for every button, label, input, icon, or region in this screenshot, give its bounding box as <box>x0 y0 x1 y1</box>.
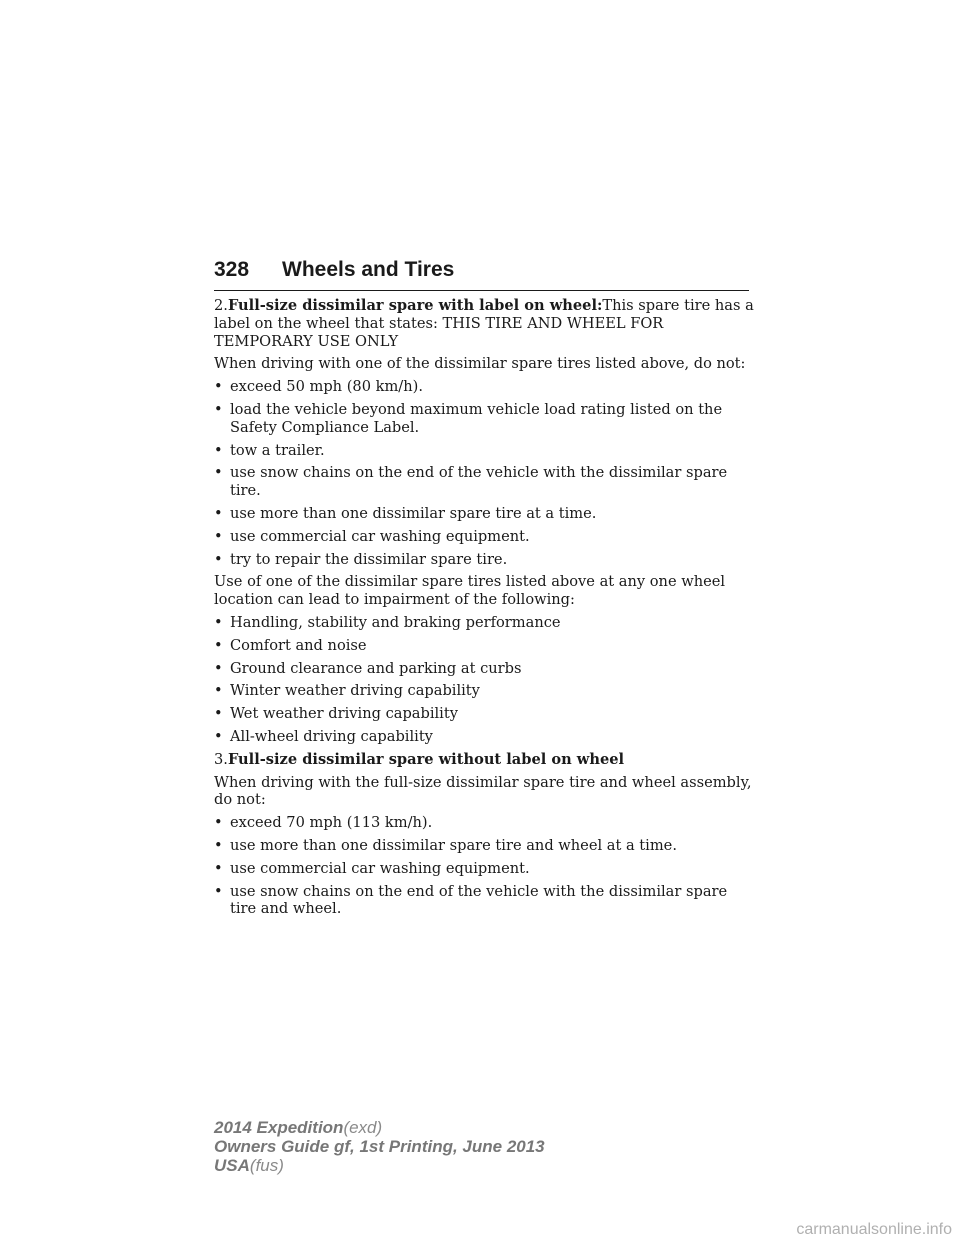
impairment-list <box>214 614 754 746</box>
page-content <box>214 297 754 923</box>
bullet-icon: • <box>214 400 223 418</box>
list-item <box>214 401 754 437</box>
bullet-icon: • <box>214 727 223 745</box>
bullet-icon: • <box>214 882 223 900</box>
list-item-text: Handling, stability and braking performance <box>230 613 561 631</box>
list-item-text: use snow chains on the end of the vehicle with the dissimilar spare tire and wheel. <box>230 882 728 918</box>
list-item <box>214 551 754 569</box>
list-item <box>214 837 754 855</box>
list-item <box>214 705 754 723</box>
list-item-text: use commercial car washing equipment. <box>230 527 530 545</box>
list-item-text: Ground clearance and parking at curbs <box>230 659 522 677</box>
list-item <box>214 637 754 655</box>
list-item <box>214 883 754 919</box>
bullet-icon: • <box>214 636 223 654</box>
list-item-text: use snow chains on the end of the vehicle with the dissimilar spare tire. <box>230 464 728 500</box>
bullet-icon: • <box>214 504 223 522</box>
intro-paragraph-3: When driving with the full-size dissimilar spare tire and wheel assembly, do not: <box>214 773 752 809</box>
item-2-number: 2. <box>214 297 228 314</box>
item-3-number: 3. <box>214 750 228 768</box>
bullet-icon: • <box>214 705 223 723</box>
bullet-icon: • <box>214 441 223 459</box>
intro-paragraph-2: Use of one of the dissimilar spare tires listed above at any one wheel location can lead to impairment of the following: <box>214 573 726 609</box>
watermark-link[interactable]: carmanualsonline.info <box>796 1221 952 1238</box>
footer-model: 2014 Expedition <box>214 1118 344 1137</box>
footer-line-2: Owners Guide gf, 1st Printing, June 2013 <box>214 1137 545 1156</box>
bullet-icon: • <box>214 859 223 877</box>
footer-line-3 <box>214 1156 545 1175</box>
list-item-text: exceed 70 mph (113 km/h). <box>230 814 433 832</box>
intro-paragraph-1: When driving with one of the dissimilar spare tires listed above, do not: <box>214 355 746 373</box>
page-header <box>214 256 749 291</box>
list-item <box>214 464 754 500</box>
bullet-icon: • <box>214 378 223 396</box>
bullet-icon: • <box>214 682 223 700</box>
bullet-icon: • <box>214 659 223 677</box>
restriction-list-2 <box>214 814 754 918</box>
bullet-icon: • <box>214 464 223 482</box>
footer-line-1 <box>214 1118 545 1137</box>
list-item-text: Comfort and noise <box>230 636 367 654</box>
list-item-text: load the vehicle beyond maximum vehicle load rating listed on the Safety Compliance Label. <box>230 400 723 436</box>
restriction-list-1 <box>214 378 754 568</box>
item-2-heading: Full-size dissimilar spare with label on wheel: <box>227 297 603 314</box>
bullet-icon: • <box>214 550 223 568</box>
footer-model-code: (exd) <box>343 1118 383 1137</box>
page-number: 328 <box>214 258 250 281</box>
list-item-text: Wet weather driving capability <box>230 705 458 723</box>
footer-region-code: (fus) <box>249 1156 284 1175</box>
list-item <box>214 528 754 546</box>
list-item <box>214 860 754 878</box>
list-item <box>214 728 754 746</box>
list-item <box>214 614 754 632</box>
section-title: Wheels and Tires <box>282 258 455 281</box>
list-item <box>214 442 754 460</box>
list-item-text: Winter weather driving capability <box>230 682 480 700</box>
list-item-text: use commercial car washing equipment. <box>230 859 530 877</box>
list-item <box>214 814 754 832</box>
list-item <box>214 682 754 700</box>
bullet-icon: • <box>214 527 223 545</box>
list-item <box>214 505 754 523</box>
page-footer <box>214 1118 545 1175</box>
list-item-text: use more than one dissimilar spare tire and wheel at a time. <box>230 836 677 854</box>
list-item <box>214 660 754 678</box>
list-item-text: All-wheel driving capability <box>230 727 433 745</box>
bullet-icon: • <box>214 613 223 631</box>
item-3-paragraph <box>214 751 754 769</box>
list-item-text: use more than one dissimilar spare tire at a time. <box>230 504 597 522</box>
list-item-text: tow a trailer. <box>230 441 325 459</box>
item-2-paragraph <box>214 297 754 350</box>
item-3-heading: Full-size dissimilar spare without label on wheel <box>227 750 625 768</box>
list-item <box>214 378 754 396</box>
bullet-icon: • <box>214 836 223 854</box>
item-2-text: This spare tire has a label on the wheel that states: THIS TIRE AND WHEEL FOR TEMPORARY USE ONLY <box>214 297 754 350</box>
bullet-icon: • <box>214 814 223 832</box>
list-item-text: try to repair the dissimilar spare tire. <box>230 550 508 568</box>
list-item-text: exceed 50 mph (80 km/h). <box>230 378 423 396</box>
footer-region: USA <box>214 1156 250 1175</box>
